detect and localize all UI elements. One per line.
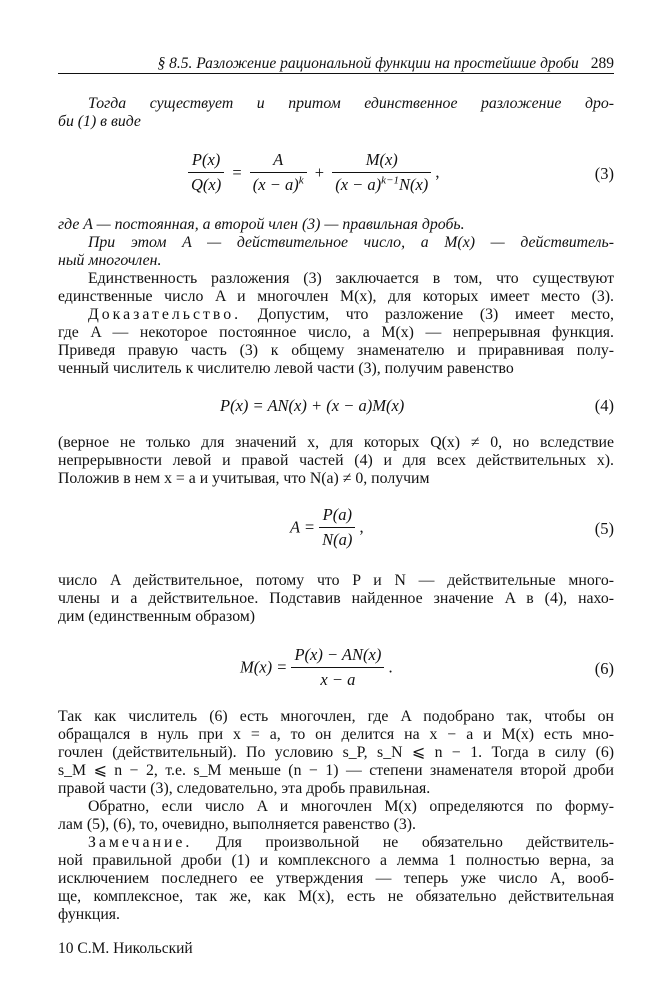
page xyxy=(58,0,614,1000)
remark-line-2: ной правильной дроби (1) и комплексного a лемма 1 полностью верна, за xyxy=(58,852,614,869)
after5-line-1: число A действительное, потому что P и N — действительные много- xyxy=(58,572,614,589)
after4-line-3: Положив в нем x = a и учитывая, что N(a) ≠ 0, получим xyxy=(58,470,430,487)
after3-line-3: ный многочлен. xyxy=(58,252,162,269)
eq3-fraction-2: $\frac{M(x)}{(x - a)^{k-1}N(x)}$ xyxy=(332,150,431,195)
equation-number-4: (4) xyxy=(594,396,614,415)
running-header xyxy=(58,55,614,74)
uniq-line-1: Единственность разложения (3) заключается в том, что существуют xyxy=(88,270,614,287)
eq3-fraction-1: $\frac{A}{(x - a)^k}$ xyxy=(250,150,307,195)
converse-line-1: Обратно, если число A и многочлен M(x) определяются по форму- xyxy=(88,798,614,815)
eq4-expression: P(x) = AN(x) + (x − a)M(x) xyxy=(220,396,405,415)
footer-signature: 10 С.М. Никольский xyxy=(58,940,193,957)
remark-line-4: ще, комплексное, так же, как M(x), есть не обязательно действительная xyxy=(58,888,614,905)
proof-label: Доказательство. xyxy=(88,306,242,323)
equation-3: $\frac{P(x)}{Q(x)}$ = $\frac{A}{(x - a)^k}$ + $\frac{M(x)}{(x - a)^{k-1}N(x)}$ , (3) xyxy=(58,150,614,202)
header-title: § 8.5. Разложение рациональной функции на простейшие дроби xyxy=(157,55,579,72)
after5-line-3: дим (единственным образом) xyxy=(58,608,256,625)
theorem-line-2: би (1) в виде xyxy=(58,113,141,130)
after6-line-4: s_M ⩽ n − 2, т.е. s_M меньше (n − 1) — степени знаменателя второй дроби xyxy=(58,762,614,779)
after6-line-5: правой части (3), следовательно, эта дробь правильная. xyxy=(58,780,431,797)
proof-line-2: где A — некоторое постоянное число, а M(x) — непрерывная функция. xyxy=(58,324,614,341)
after3-line-2: При этом A — действительное число, а M(x) — действитель- xyxy=(88,234,614,251)
remark-label: Замечание. xyxy=(88,834,193,851)
eq6-fraction: $\frac{P(x) - AN(x)}{x - a}$ xyxy=(291,645,384,690)
after6-line-1: Так как числитель (6) есть многочлен, где A подобрано так, чтобы он xyxy=(58,708,614,725)
after4-line-2: непрерывности левой и правой частей (4) и для всех действительных x). xyxy=(58,452,614,469)
after6-line-2: обращался в нуль при x = a, то он делится на x − a и M(x) есть мно- xyxy=(58,726,614,743)
remark-line-3: исключением последнего ее утверждения — теперь уже число A, вооб- xyxy=(58,870,614,887)
eq5-fraction: $\frac{P(a)}{N(a)}$ xyxy=(319,505,355,550)
equation-4 xyxy=(58,396,614,416)
eq3-lhs-fraction: $\frac{P(x)}{Q(x)}$ xyxy=(188,150,224,195)
after6-line-3: гочлен (действительный). По условию s_P, s_N ⩽ n − 1. Тогда в силу (6) xyxy=(58,744,614,761)
proof-line-1: Доказательство. Допустим, что разложение (3) имеет место, xyxy=(88,306,614,323)
after5-line-2: члены и a действительное. Подставив найденное значение A в (4), нахо- xyxy=(58,590,614,607)
remark-line-1: Замечание. Для произвольной не обязательно действитель- xyxy=(88,834,615,851)
page-number: 289 xyxy=(590,55,614,72)
uniq-line-2: единственные число A и многочлен M(x), для которых имеет место (3). xyxy=(58,288,614,305)
proof-line-4: ченный числитель к числителю левой части (3), получим равенство xyxy=(58,360,514,377)
converse-line-2: лам (5), (6), то, очевидно, выполняется равенство (3). xyxy=(58,816,416,833)
theorem-line-1: Тогда существует и притом единственное разложение дро- xyxy=(88,95,614,112)
equation-number-3: (3) xyxy=(594,164,614,183)
equation-6: M(x) = $\frac{P(x) - AN(x)}{x - a}$ . (6) xyxy=(240,645,614,689)
after4-line-1: (верное не только для значений x, для которых Q(x) ≠ 0, но вследствие xyxy=(58,434,614,451)
proof-line-3: Приведя правую часть (3) к общему знаменателю и приравнивая полу- xyxy=(58,342,614,359)
after3-line-1: где A — постоянная, а второй член (3) — правильная дробь. xyxy=(58,216,465,233)
remark-line-5: функция. xyxy=(58,906,120,923)
equation-number-5: (5) xyxy=(594,519,614,538)
equation-number-6: (6) xyxy=(594,659,614,678)
equation-5: A = $\frac{P(a)}{N(a)}$ , (5) xyxy=(290,505,614,549)
